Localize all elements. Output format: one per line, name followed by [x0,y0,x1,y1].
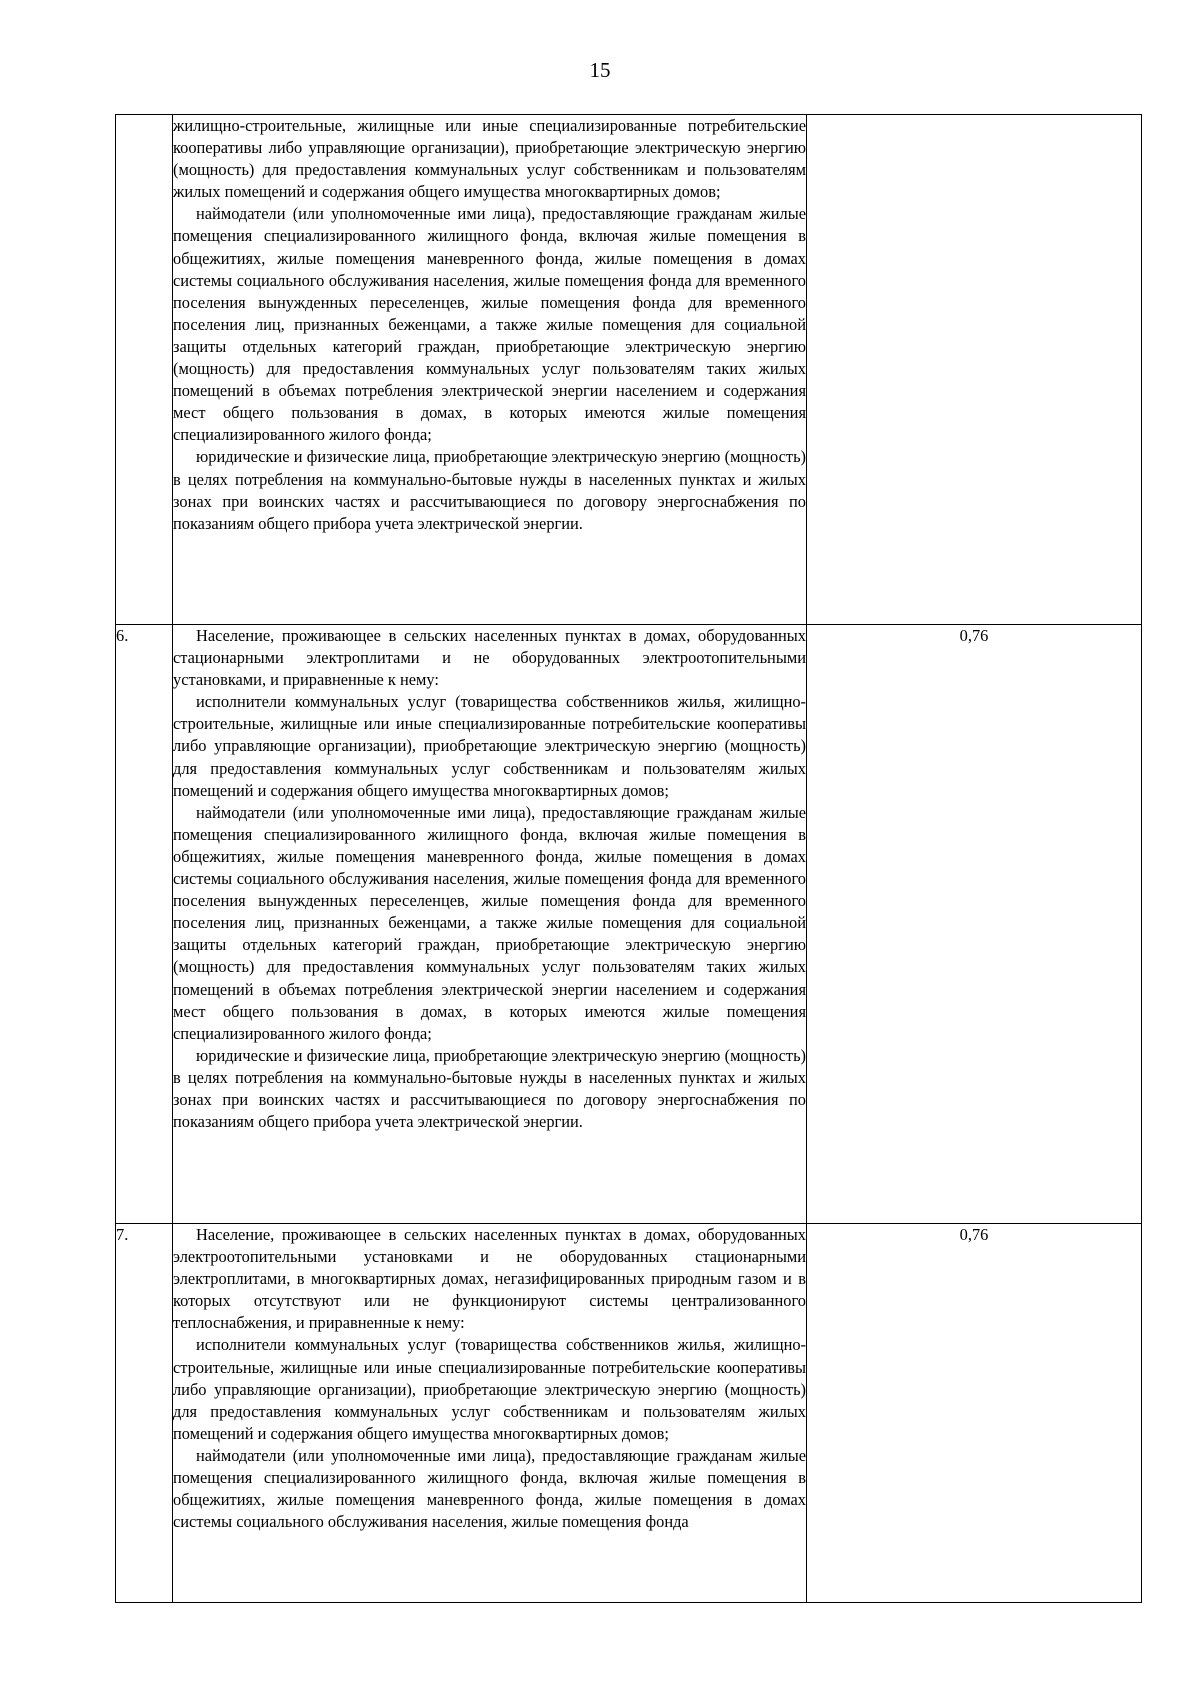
row-value: 0,76 [807,1224,1142,1603]
paragraph: жилищно-строительные, жилищные или иные специализированные потребительские кооперативы либо управляющие организации), приобретающие электрическую энергию (мощность) для предоставления коммунальных услуг собственникам и пользователям жилых помещений и содержания общего имущества многоквартирных домов; [173,116,806,202]
paragraph: Население, проживающее в сельских населенных пунктах в домах, оборудованных электроотопительными установками и не оборудованных стационарными электроплитами, в многоквартирных домах, негазифицированных природным газом и в которых отсутствуют или не функционируют системы централизованного теплоснабжения, и приравненные к нему: [173,1225,806,1333]
table-row [116,1224,1142,1603]
row-number [116,115,173,625]
paragraph: наймодатели (или уполномоченные ими лица), предоставляющие гражданам жилые помещения специализированного жилищного фонда, включая жилые помещения в общежитиях, жилые помещения маневренного фонда, жилые помещения в домах системы социального обслуживания населения, жилые помещения фонда [173,1445,806,1532]
paragraph: наймодатели (или уполномоченные ими лица), предоставляющие гражданам жилые помещения специализированного жилищного фонда, включая жилые помещения в общежитиях, жилые помещения маневренного фонда, жилые помещения в домах системы социального обслуживания населения, жилые помещения фонда для временного поселения вынужденных переселенцев, жилые помещения фонда для временного поселения лиц, признанных беженцами, а также жилые помещения для социальной защиты отдельных категорий граждан, приобретающие электрическую энергию (мощность) для предоставления коммунальных услуг пользователям таких жилых помещений в объемах потребления электрической энергии населением и содержания мест общего пользования в домах, в которых имеются жилые помещения специализированного жилого фонда; [173,802,806,1043]
tariff-table [115,114,1142,1603]
page-number: 15 [589,58,611,82]
paragraph: юридические и физические лица, приобретающие электрическую энергию (мощность) в целях потребления на коммунально-бытовые нужды в населенных пунктах и жилых зонах при воинских частях и рассчитывающиеся по договору энергоснабжения по показаниям общего прибора учета электрической энергии. [173,447,806,533]
row-value [807,115,1142,625]
table-row [116,625,1142,1224]
row-number: 6. [116,625,173,1224]
paragraph: юридические и физические лица, приобретающие электрическую энергию (мощность) в целях потребления на коммунально-бытовые нужды в населенных пунктах и жилых зонах при воинских частях и рассчитывающиеся по договору энергоснабжения по показаниям общего прибора учета электрической энергии. [173,1045,806,1132]
paragraph: исполнители коммунальных услуг (товарищества собственников жилья, жилищно-строительные, жилищные или иные специализированные потребительские кооперативы либо управляющие организации), приобретающие электрическую энергию (мощность) для предоставления коммунальных услуг собственникам и пользователям жилых помещений и содержания общего имущества многоквартирных домов; [173,1335,806,1443]
paragraph: исполнители коммунальных услуг (товарищества собственников жилья, жилищно-строительные, жилищные или иные специализированные потребительские кооперативы либо управляющие организации), приобретающие электрическую энергию (мощность) для предоставления коммунальных услуг собственникам и пользователям жилых помещений и содержания общего имущества многоквартирных домов; [173,692,806,800]
paragraph: наймодатели (или уполномоченные ими лица), предоставляющие гражданам жилые помещения специализированного жилищного фонда, включая жилые помещения в общежитиях, жилые помещения маневренного фонда, жилые помещения в домах системы социального обслуживания населения, жилые помещения фонда для временного поселения вынужденных переселенцев, жилые помещения фонда для временного поселения лиц, признанных беженцами, а также жилые помещения для социальной защиты отдельных категорий граждан, приобретающие электрическую энергию (мощность) для предоставления коммунальных услуг пользователям таких жилых помещений в объемах потребления электрической энергии населением и содержания мест общего пользования в домах, в которых имеются жилые помещения специализированного жилого фонда; [173,204,806,445]
row-number: 7. [116,1224,173,1603]
table-row [116,115,1142,625]
row-description [173,625,807,1224]
row-value: 0,76 [807,625,1142,1224]
paragraph: Население, проживающее в сельских населенных пунктах в домах, оборудованных стационарными электроплитами и не оборудованных электроотопительными установками, и приравненные к нему: [173,626,806,690]
row-description [173,115,807,625]
row-description [173,1224,807,1603]
